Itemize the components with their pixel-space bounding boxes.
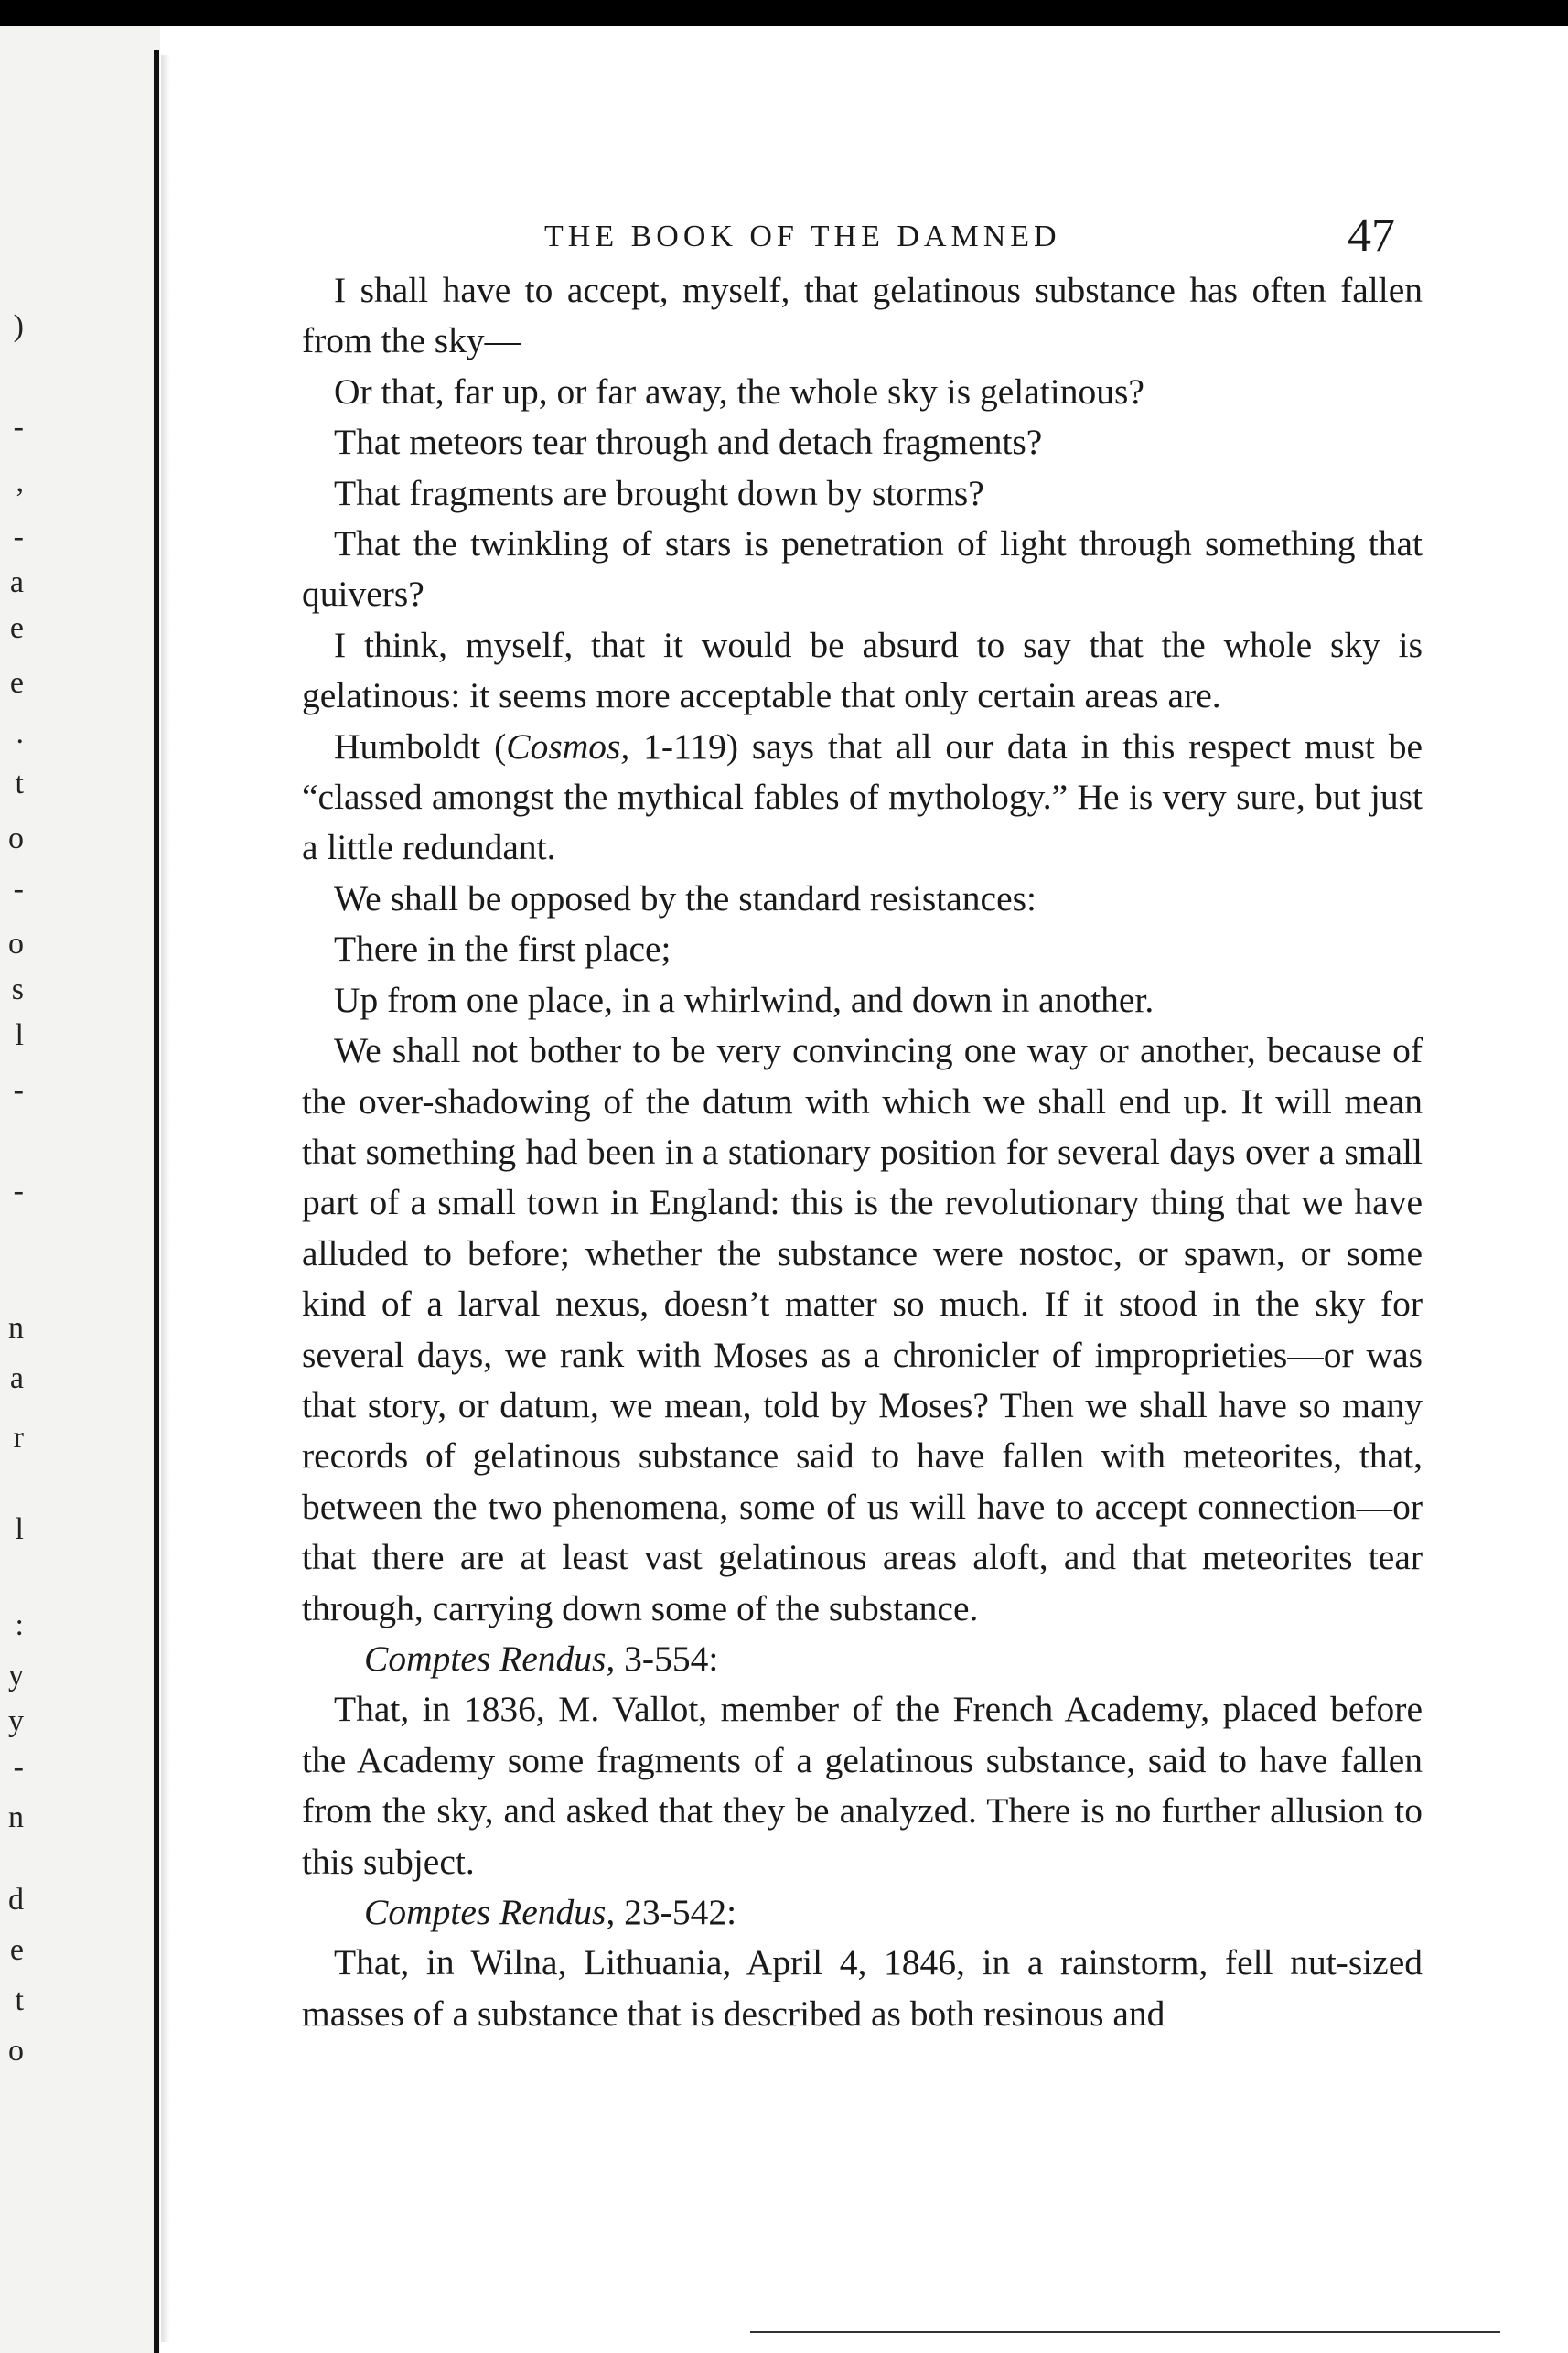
- page-bottom-edge: [750, 2331, 1500, 2333]
- margin-fragment: e: [9, 1933, 24, 1967]
- citation-title: Comptes Rendus,: [364, 1638, 616, 1679]
- margin-fragment: o: [8, 927, 24, 961]
- page-number: 47: [1348, 210, 1395, 262]
- margin-fragment: -: [13, 1073, 24, 1107]
- paragraph: We shall be opposed by the standard resistances:: [334, 877, 1036, 919]
- margin-fragment: .: [16, 716, 24, 750]
- paragraph-humboldt: [302, 722, 1423, 874]
- facing-page-fragments: [0, 26, 27, 2353]
- margin-fragment: :: [15, 1608, 24, 1642]
- margin-fragment: y: [8, 1659, 24, 1692]
- margin-fragment: n: [8, 1800, 24, 1834]
- facing-page-edge: [0, 26, 160, 2353]
- running-title: THE BOOK OF THE DAMNED: [544, 220, 1061, 253]
- paragraph: Up from one place, in a whirlwind, and down in another.: [334, 979, 1155, 1020]
- margin-fragment: -: [13, 1174, 24, 1208]
- margin-fragment: t: [15, 767, 24, 800]
- citation-heading: [302, 1887, 1423, 1938]
- margin-fragment: -: [13, 520, 24, 553]
- citation-ref: 3-554:: [615, 1638, 719, 1679]
- margin-fragment: o: [8, 822, 24, 855]
- text-run: Humboldt (: [334, 725, 507, 767]
- scan-top-border: [0, 0, 1568, 26]
- margin-fragment: l: [15, 1018, 24, 1052]
- margin-fragment: e: [9, 611, 24, 645]
- margin-fragment: a: [9, 565, 24, 599]
- paragraph: That fragments are brought down by storms?: [334, 472, 984, 513]
- book-gutter: [154, 50, 159, 2353]
- paragraph: I think, myself, that it would be absurd to say that the whole sky is gelatinous: it seems more acceptable that only certain areas are.: [302, 624, 1423, 716]
- margin-fragment: -: [13, 410, 24, 444]
- paragraph: I shall have to accept, myself, that gelatinous substance has often fallen from the sky—: [302, 270, 1423, 361]
- text-run: 1-119) says that all our data in this respect must be “classed amongst the mythical fables of mythology.” He is very sure, but just a little redundant.: [302, 725, 1423, 868]
- margin-fragment: s: [11, 972, 24, 1006]
- paragraph: That the twinkling of stars is penetration of light through something that quivers?: [302, 523, 1423, 615]
- paragraph: That, in Wilna, Lithuania, April 4, 1846, in a rainstorm, fell nut-sized masses of a substance that is described as both resinous and: [302, 1942, 1423, 2034]
- paragraph: That, in 1836, M. Vallot, member of the French Academy, placed before the Academy some fragments of a gelatinous substance, said to have fallen from the sky, and asked that they be analyzed. There is no further allusion to this subject.: [302, 1689, 1423, 1882]
- margin-fragment: d: [8, 1883, 24, 1917]
- margin-fragment: ,: [16, 465, 24, 499]
- margin-fragment: a: [9, 1361, 24, 1395]
- margin-fragment: -: [13, 872, 24, 906]
- paragraph: There in the first place;: [334, 929, 671, 970]
- paragraph: That meteors tear through and detach fragments?: [334, 422, 1043, 463]
- margin-fragment: y: [8, 1704, 24, 1738]
- paragraph: We shall not bother to be very convincing one way or another, because of the over-shadowing of the datum with which we shall end up. It will mean that something had been in a stationary position for several days over a small part of a small town in England: this is the revolutionary thing that we have alluded to before; whether the substance were nostoc, or spawn, or some kind of a larval nexus, doesn’t matter so much. If it stood in the sky for several days, we rank with Moses as a chronicler of improprieties—or was that story, or datum, we mean, told by Moses? Then we shall have so many records of gelatinous substance said to have fallen with meteorites, that, between the two phenomena, some of us will have to accept connection—or that there are at least vast gelatinous areas aloft, and that meteorites tear through, carrying down some of the substance.: [302, 1030, 1423, 1628]
- margin-fragment: -: [13, 1750, 24, 1784]
- margin-fragment: e: [9, 666, 24, 700]
- margin-fragment: t: [15, 1983, 24, 2017]
- body-text: [302, 265, 1423, 2039]
- citation-heading: [302, 1634, 1423, 1684]
- gutter-shadow: [161, 55, 170, 2342]
- paragraph: Or that, far up, or far away, the whole sky is gelatinous?: [334, 371, 1144, 412]
- margin-fragment: ): [13, 309, 24, 343]
- margin-fragment: n: [8, 1311, 24, 1345]
- margin-fragment: l: [15, 1512, 24, 1546]
- cited-work: Cosmos,: [506, 725, 630, 767]
- citation-ref: 23-542:: [615, 1892, 737, 1932]
- margin-fragment: r: [13, 1421, 24, 1455]
- margin-fragment: o: [8, 2034, 24, 2068]
- citation-title: Comptes Rendus,: [364, 1892, 616, 1932]
